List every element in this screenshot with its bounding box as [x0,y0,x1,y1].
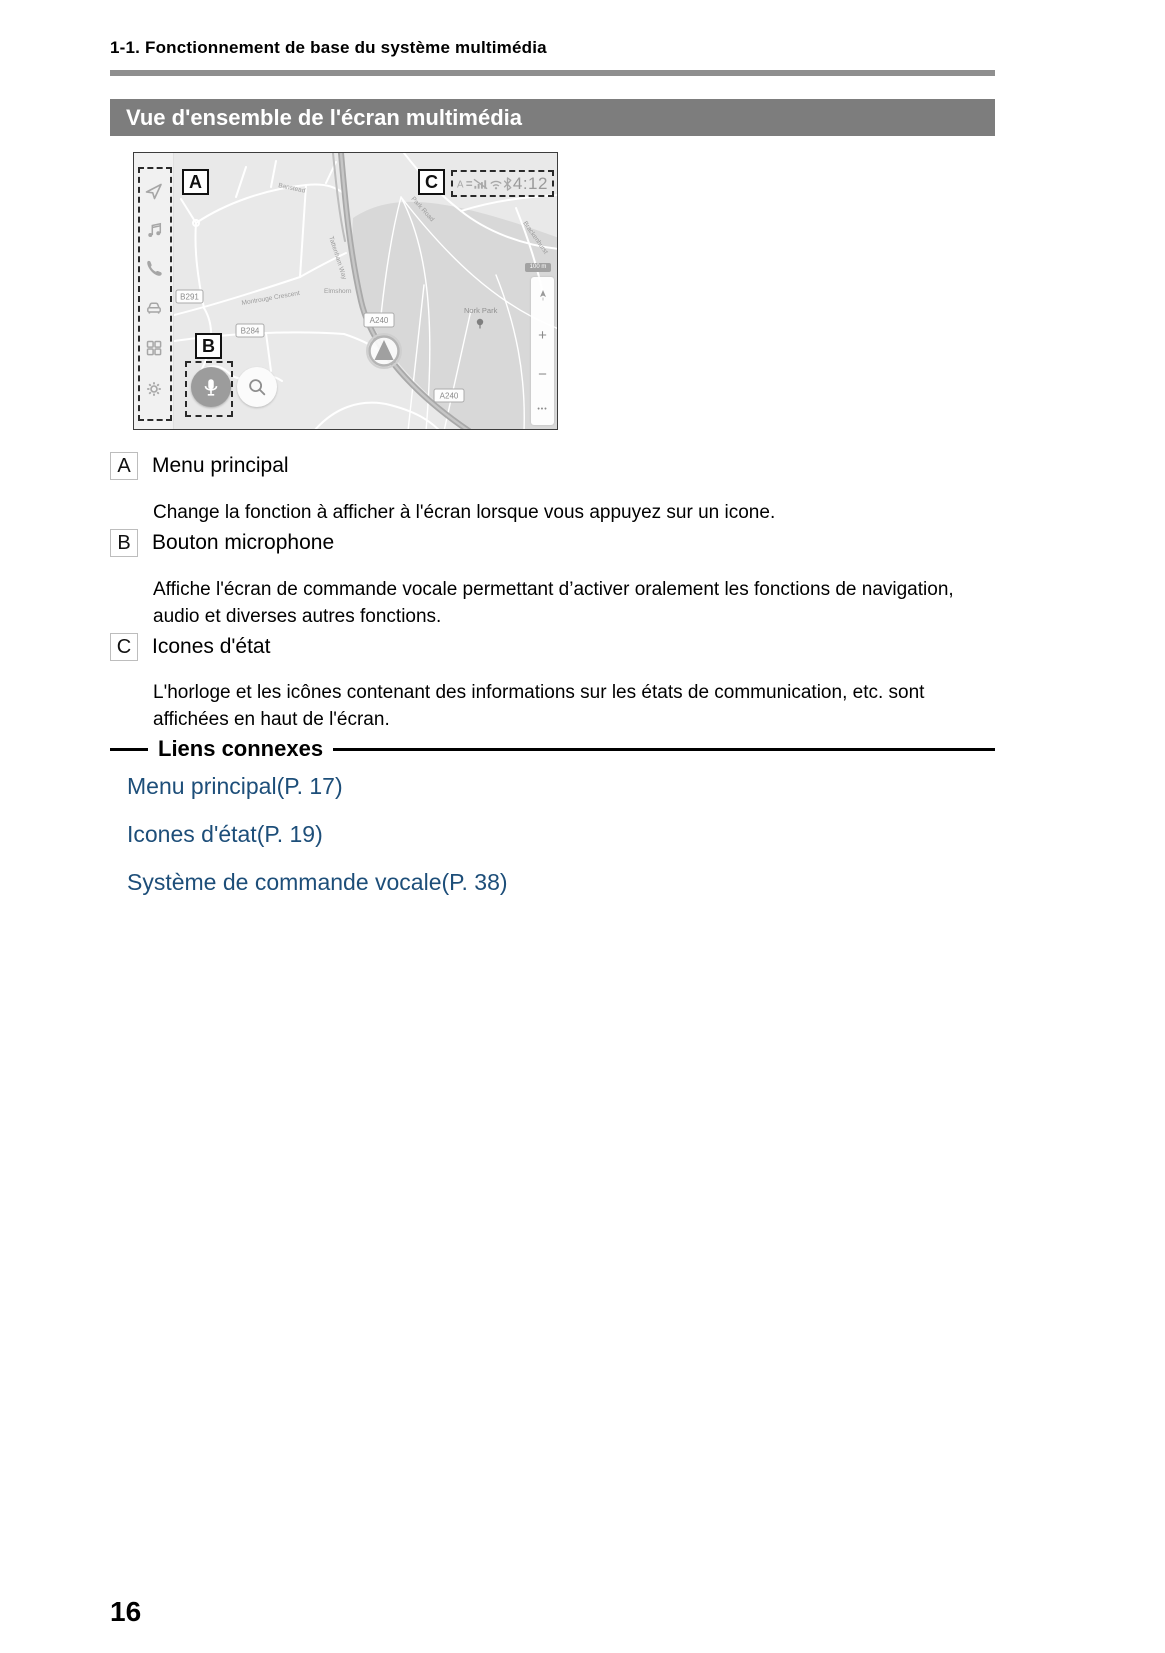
multimedia-screen-figure [133,152,558,430]
heading-line-left [110,748,148,751]
street-label: Banstead [277,182,306,195]
map-control-panel [531,277,554,425]
item-label-b: B [110,529,138,557]
current-position-marker [367,334,401,368]
section-title: Vue d'ensemble de l'écran multimédia [126,104,522,130]
callout-label-a: A [182,169,209,195]
street-label: Elmshorn [324,288,352,295]
no-cellular-icon [473,178,488,190]
item-label-a: A [110,452,138,480]
related-links-title: Liens connexes [158,736,324,761]
heading-line-right [333,748,995,751]
section-title-banner [110,99,995,136]
breadcrumb: 1-1. Fonctionnement de base du système multimédia [110,38,547,57]
zoom-in-button[interactable]: + [538,327,547,344]
page-number: 16 [110,1596,142,1627]
item-row-main-menu [110,452,289,480]
zoom-out-button[interactable]: − [538,366,547,383]
park-label: Nork Park [464,306,498,315]
link-status-icons[interactable]: Icones d'état(P. 19) [127,821,323,847]
header-rule [110,70,995,76]
microphone-button[interactable] [191,367,231,407]
search-button[interactable] [237,367,277,407]
item-label-c: C [110,633,138,661]
wifi-icon [489,178,503,190]
item-row-status-icons [110,633,270,661]
item-row-microphone [110,529,334,557]
street-label: Brackenhurst [521,220,550,256]
microphone-icon [200,376,222,398]
street-label: Montrouge Crescent [241,289,301,307]
item-title-microphone: Bouton microphone [152,531,335,554]
status-icon-row [453,172,552,195]
road-shield-a240-south [434,389,464,402]
road-shield-a240 [364,313,394,327]
link-voice-control[interactable]: Système de commande vocale(P. 38) [127,869,508,895]
item-title-main-menu: Menu principal [152,454,289,477]
related-links-heading [110,736,995,762]
clock: 4:12 [512,173,548,193]
voice-text-status-icon [457,178,473,190]
svg-text:A: A [457,179,464,190]
bluetooth-icon [503,177,512,191]
link-main-menu[interactable]: Menu principal(P. 17) [127,773,343,799]
more-options-button[interactable]: ••• [537,406,548,413]
callout-label-c: C [418,169,445,195]
map-scale-badge: 100 m [525,263,551,272]
svg-text:A240: A240 [439,391,459,401]
road-shield-b284 [236,324,264,337]
compass-icon[interactable] [538,289,548,304]
item-body-microphone: Affiche l'écran de commande vocale permettant d’activer oralement les fonctions de navigation, audio et diverses autres fonctions. [153,579,954,627]
svg-text:A240: A240 [369,316,389,325]
search-icon [246,376,268,398]
callout-label-b: B [195,333,222,359]
svg-text:B291: B291 [180,292,199,302]
street-label: Tattenham Way [327,235,348,281]
road-shield-b291 [176,290,203,303]
svg-text:B284: B284 [240,326,260,336]
callout-zone-main-menu [138,167,172,421]
street-label: Park Road [409,195,436,224]
item-body-status-icons: L'horloge et les icônes contenant des informations sur les états de communication, etc. sont affichées en haut de l'écran. [153,682,925,730]
item-body-main-menu: Change la fonction à afficher à l'écran lorsque vous appuyez sur un icone. [153,502,776,523]
item-title-status-icons: Icones d'état [152,635,271,658]
